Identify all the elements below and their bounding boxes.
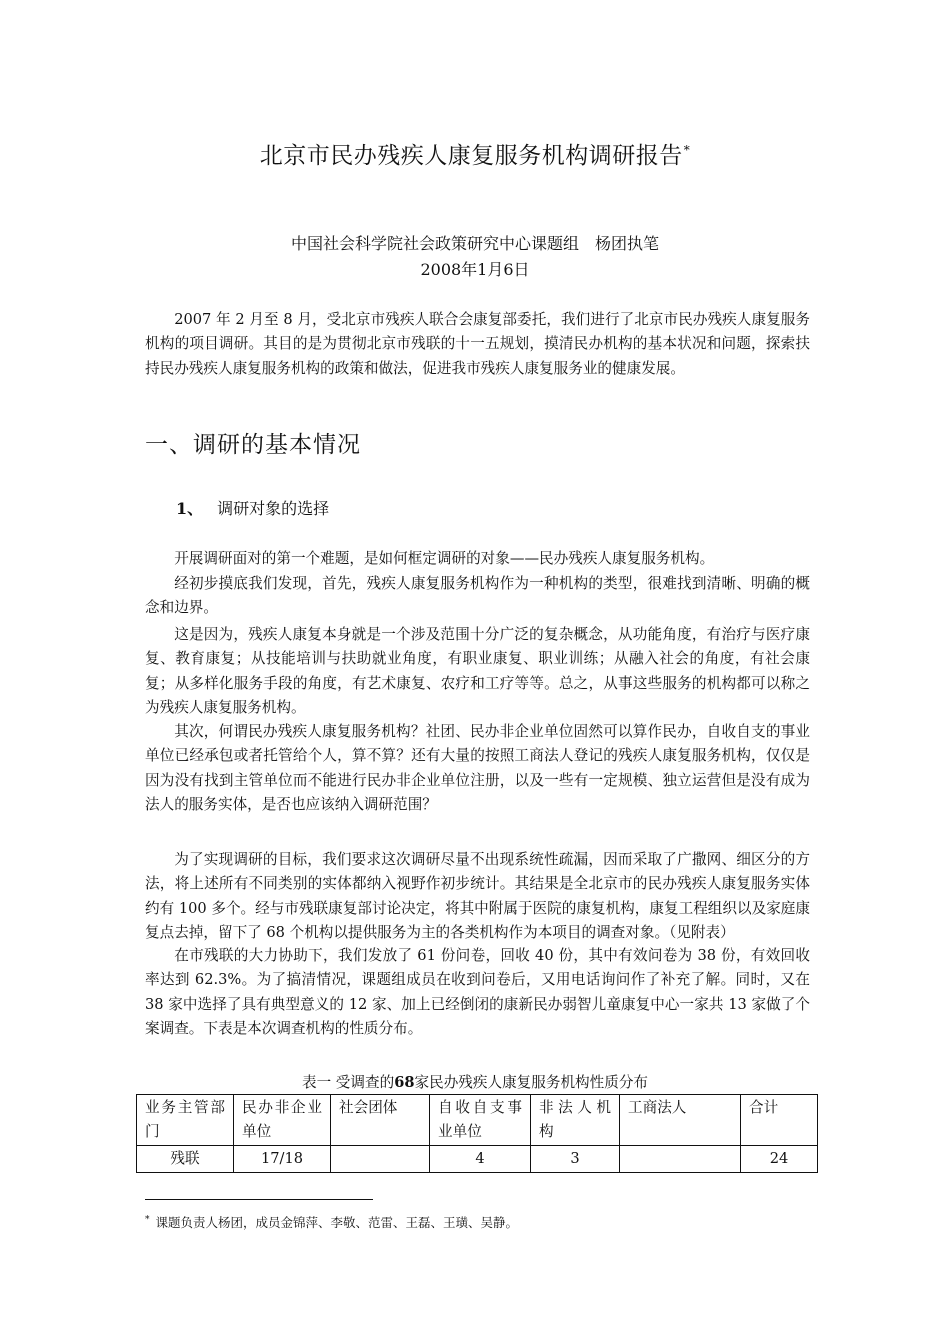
table-cell: 残联: [137, 1146, 234, 1173]
header-cell: 工商法人: [620, 1095, 741, 1146]
table-cell: 24: [741, 1146, 818, 1173]
table-row: [137, 1146, 818, 1173]
header-cell: 民办非企业单位: [234, 1095, 331, 1146]
caption-bold: 68: [394, 1074, 415, 1091]
caption-suffix: 家民办残疾人康复服务机构性质分布: [414, 1074, 649, 1091]
table-caption: [0, 1071, 950, 1092]
caption-prefix: 表一 受调查的: [301, 1074, 395, 1091]
report-date: 2008年1月6日: [420, 260, 530, 279]
table-cell: [331, 1146, 430, 1173]
table-cell: 17/18: [234, 1146, 331, 1173]
footnote-divider: [145, 1199, 373, 1200]
header-cell: 业务主管部门: [137, 1095, 234, 1146]
title-text: 北京市民办残疾人康复服务机构调研报告: [259, 143, 683, 169]
table-header-row: [137, 1095, 818, 1146]
distribution-table: [136, 1094, 818, 1173]
table-cell: 3: [531, 1146, 620, 1173]
title-footnote-mark: *: [683, 143, 691, 158]
intro-paragraph: 2007 年 2 月至 8 月，受北京市残疾人联合会康复部委托，我们进行了北京市民办残疾人康复服务机构的项目调研。其目的是为贯彻北京市残联的十一五规划，摸清民办机构的基本状况和问题，探索扶持民办残疾人康复服务机构的政策和做法，促进我市残疾人康复服务业的健康发展。: [145, 311, 810, 377]
footnote-mark: *: [145, 1214, 150, 1225]
section-heading: 一、调研的基本情况: [145, 432, 361, 458]
footnote-text: 课题负责人杨团，成员金锦萍、李敬、范雷、王磊、王璜、吴静。: [155, 1215, 519, 1230]
table-cell: 4: [430, 1146, 531, 1173]
header-cell: 合计: [741, 1095, 818, 1146]
author-line: 中国社会科学院社会政策研究中心课题组 杨团执笔: [290, 234, 659, 253]
header-cell: 非法人机构: [531, 1095, 620, 1146]
paragraph-4: 其次，何谓民办残疾人康复服务机构？社团、民办非企业单位固然可以算作民办，自收自支的事业单位已经承包或者托管给个人，算不算？还有大量的按照工商法人登记的残疾人康复服务机构，仅仅是因为没有找到主管单位而不能进行民办非企业单位注册，以及一些有一定规模、独立运营但是没有成为法人的服务实体，是否也应该纳入调研范围？: [145, 723, 810, 814]
paragraph-2: 经初步摸底我们发现，首先，残疾人康复服务机构作为一种机构的类型，很难找到清晰、明确的概念和边界。: [145, 575, 810, 617]
paragraph-3: 这是因为，残疾人康复本身就是一个涉及范围十分广泛的复杂概念，从功能角度，有治疗与医疗康复、教育康复；从技能培训与扶助就业角度，有职业康复、职业训练；从融入社会的角度，有社会康复；从多样化服务手段的角度，有艺术康复、农疗和工疗等等。总之，从事这些服务的机构都可以称之为残疾人康复服务机构。: [145, 626, 810, 717]
paragraph-5: 为了实现调研的目标，我们要求这次调研尽量不出现系统性疏漏，因而采取了广撒网、细区分的方法，将上述所有不同类别的实体都纳入视野作初步统计。其结果是全北京市的民办残疾人康复服务实体约有 100 多个。经与市残联康复部讨论决定，将其中附属于医院的康复机构，康复工程组织以及家庭康复点去掉，留下了 68 个机构以提供服务为主的各类机构作为本项目的调查对象。（见附表）: [145, 851, 810, 942]
subsection-title: 调研对象的选择: [217, 499, 330, 518]
footnote: [145, 1213, 518, 1231]
document-title: [0, 137, 950, 170]
header-cell: 社会团体: [331, 1095, 430, 1146]
paragraph-1: 开展调研面对的第一个难题，是如何框定调研的对象——民办残疾人康复服务机构。: [174, 550, 715, 567]
subsection-number: 1、: [176, 499, 204, 518]
table-cell: [620, 1146, 741, 1173]
subsection-heading: [176, 496, 329, 519]
header-cell: 自收自支事业单位: [430, 1095, 531, 1146]
paragraph-6: 在市残联的大力协助下，我们发放了 61 份问卷，回收 40 份，其中有效问卷为 38 份，有效回收率达到 62.3%。为了搞清情况，课题组成员在收到问卷后，又用电话询问作了补充了解。同时，又在 38 家中选择了具有典型意义的 12 家、加上已经倒闭的康新民办弱智儿童康复中心一家共 13 家做了个案调查。下表是本次调查机构的性质分布。: [145, 947, 810, 1038]
